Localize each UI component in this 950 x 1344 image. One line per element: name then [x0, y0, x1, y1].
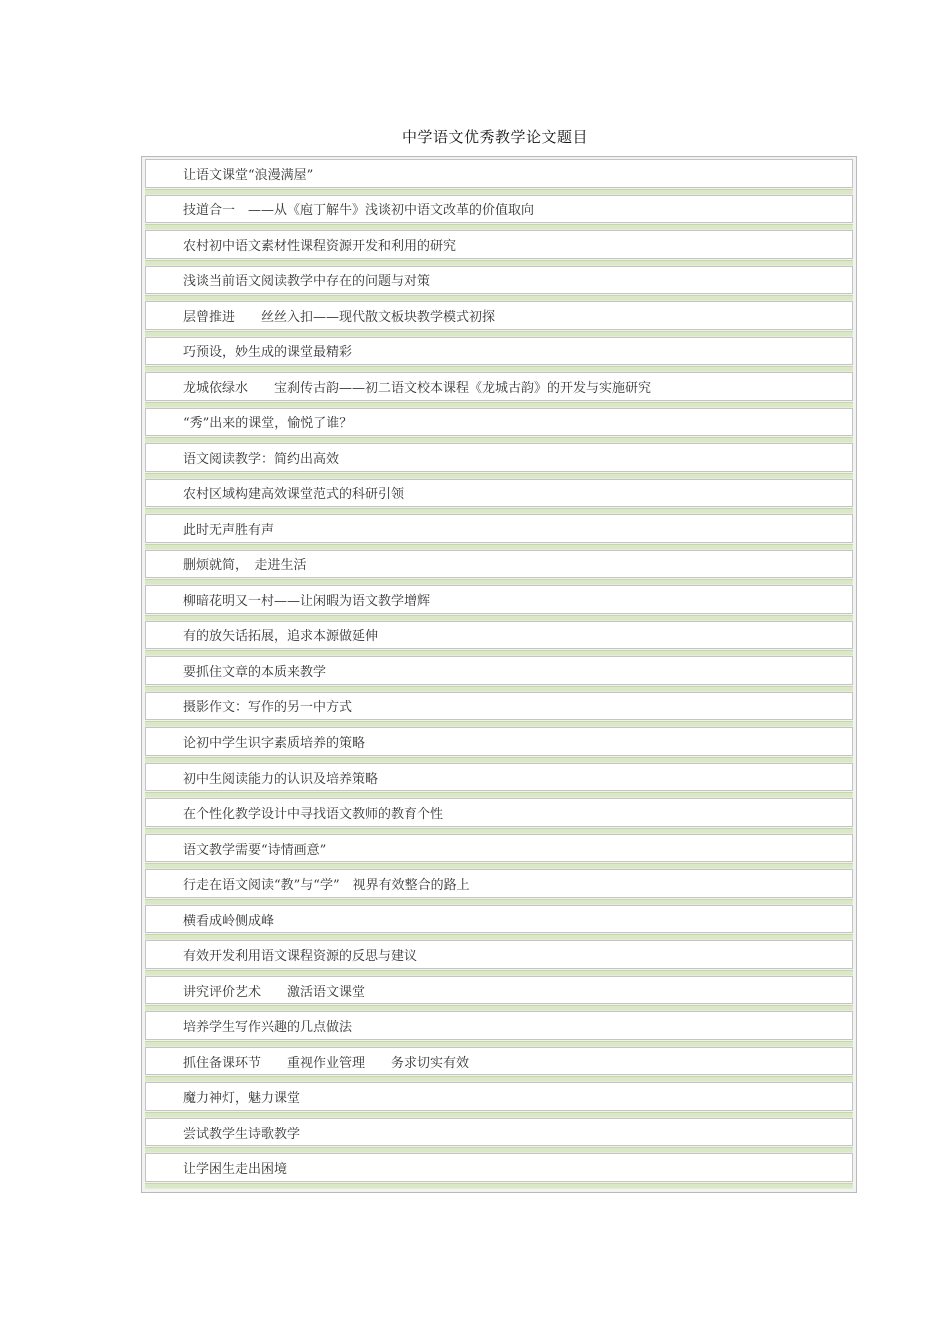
table-row — [145, 443, 853, 479]
table-row — [145, 940, 853, 976]
topic-title: “秀”出来的课堂，愉悦了谁？ — [145, 408, 853, 437]
table-row — [145, 195, 853, 231]
topic-title: 删烦就简， 走进生活 — [145, 550, 853, 579]
topic-title: 摄影作文：写作的另一中方式 — [145, 692, 853, 721]
topic-title: 讲究评价艺术 激活语文课堂 — [145, 976, 853, 1005]
table-row — [145, 1118, 853, 1154]
topic-title: 魔力神灯，魅力课堂 — [145, 1082, 853, 1111]
table-row — [145, 159, 853, 195]
topic-title: 培养学生写作兴趣的几点做法 — [145, 1011, 853, 1040]
document-title: 中学语文优秀教学论文题目 — [401, 128, 588, 146]
topic-title: 龙城依绿水 宝刹传古韵——初二语文校本课程《龙城古韵》的开发与实施研究 — [145, 372, 853, 401]
table-row — [145, 514, 853, 550]
table-row — [145, 763, 853, 799]
topic-title: 柳暗花明又一村——让闲暇为语文教学增辉 — [145, 585, 853, 614]
topic-title: 横看成岭侧成峰 — [145, 905, 853, 934]
table-row — [145, 692, 853, 728]
table-row — [145, 550, 853, 586]
table-row — [145, 798, 853, 834]
table-row — [145, 1011, 853, 1047]
topic-title: 浅谈当前语文阅读教学中存在的问题与对策 — [145, 266, 853, 295]
table-row — [145, 479, 853, 515]
topic-title: 有的放矢话拓展，追求本源做延伸 — [145, 621, 853, 650]
topic-title: 尝试教学生诗歌教学 — [145, 1118, 853, 1147]
topic-title: 让学困生走出困境 — [145, 1153, 853, 1182]
topic-title: 语文教学需要“诗情画意” — [145, 834, 853, 863]
topic-title: 此时无声胜有声 — [145, 514, 853, 543]
topic-title: 论初中学生识字素质培养的策略 — [145, 727, 853, 756]
table-row — [145, 905, 853, 941]
topic-title: 巧预设，妙生成的课堂最精彩 — [145, 337, 853, 366]
table-row — [145, 1047, 853, 1083]
table-row — [145, 372, 853, 408]
table-row — [145, 1153, 853, 1189]
table-row — [145, 727, 853, 763]
topic-title: 语文阅读教学：简约出高效 — [145, 443, 853, 472]
topic-title: 农村区域构建高效课堂范式的科研引领 — [145, 479, 853, 508]
table-row — [145, 656, 853, 692]
table-row — [145, 408, 853, 444]
topic-title: 让语文课堂“浪漫满屋” — [145, 159, 853, 188]
table-row — [145, 1082, 853, 1118]
topic-title: 抓住备课环节 重视作业管理 务求切实有效 — [145, 1047, 853, 1076]
table-row — [145, 976, 853, 1012]
topic-title: 农村初中语文素材性课程资源开发和利用的研究 — [145, 230, 853, 259]
table-row — [145, 585, 853, 621]
table-row — [145, 834, 853, 870]
table-row — [145, 869, 853, 905]
topic-table — [141, 156, 857, 1193]
table-row — [145, 301, 853, 337]
topic-title: 层曾推进 丝丝入扣——现代散文板块教学模式初探 — [145, 301, 853, 330]
topic-title: 有效开发利用语文课程资源的反思与建议 — [145, 940, 853, 969]
table-row — [145, 337, 853, 373]
topic-title: 技道合一 ——从《庖丁解牛》浅谈初中语文改革的价值取向 — [145, 195, 853, 224]
table-row — [145, 230, 853, 266]
table-row — [145, 266, 853, 302]
topic-title: 初中生阅读能力的认识及培养策略 — [145, 763, 853, 792]
topic-title: 要抓住文章的本质来教学 — [145, 656, 853, 685]
topic-title: 在个性化教学设计中寻找语文教师的教育个性 — [145, 798, 853, 827]
table-row — [145, 621, 853, 657]
row-divider — [145, 1183, 853, 1189]
topic-title: 行走在语文阅读“教”与“学” 视界有效整合的路上 — [145, 869, 853, 898]
